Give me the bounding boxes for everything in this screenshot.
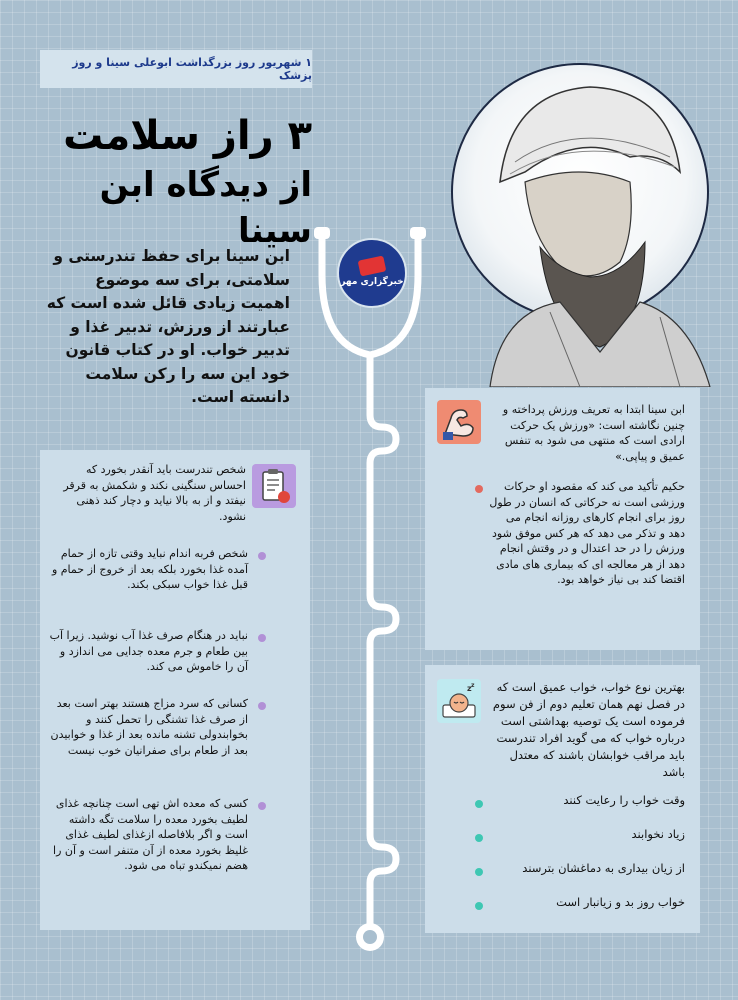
bullet-dot — [258, 702, 266, 710]
bullet-dot — [475, 902, 483, 910]
sleep-item-4: خواب روز بد و زیانبار است — [556, 895, 685, 909]
date-tag-text: ۱ شهریور روز بزرگداشت ابوعلی سینا و روز پزشک — [72, 56, 312, 82]
sleep-panel — [425, 665, 700, 933]
title-line-2: از دیدگاه ابن سینا — [99, 165, 312, 251]
title-line-1: ۳ راز سلامت — [63, 113, 312, 159]
avicenna-portrait-image — [430, 62, 715, 387]
mehr-news-logo — [337, 238, 407, 308]
logo-mark-icon — [358, 255, 387, 276]
clipboard-apple-icon — [252, 464, 296, 508]
food-paragraph-1: شخص تندرست باید آنقدر بخورد که احساس سنگینی نکند و شکمش به قرقر نیفتد و از به بالا نیاید و دچار کند ذهنی نشود. — [63, 463, 246, 523]
bullet-dot — [475, 800, 483, 808]
food-panel — [40, 450, 310, 930]
stethoscope-icon — [300, 215, 430, 955]
svg-text:z: z — [467, 684, 472, 693]
sleep-item-3: از زیان بیداری به دماغشان بترسند — [522, 861, 685, 875]
sleeping-face-icon — [437, 679, 481, 723]
bullet-dot — [258, 634, 266, 642]
bullet-dot — [475, 485, 483, 493]
flexed-arm-icon — [437, 400, 481, 444]
food-paragraph-4: کسانی که سرد مزاج هستند بهتر است بعد از صرف غذا تشنگی را تحمل کنند و بخوابندولی تشنه مانده بعد از غذا و خوابیدن بعد از طعام برای صفرانیان خوب نیست — [50, 697, 248, 757]
exercise-panel — [425, 388, 700, 650]
bullet-dot — [258, 802, 266, 810]
logo-text: خبرگزاری مهر — [340, 277, 404, 287]
sleep-item-1: وقت خواب را رعایت کنند — [563, 793, 685, 807]
exercise-paragraph-1: ابن سینا ابتدا به تعریف ورزش پرداخته و چنین نگاشته است: «ورزش یک حرکت ارادی است که منتهی می شود به تنفس عمیق و پیاپی.» — [502, 403, 685, 463]
sleep-intro: بهترین نوع خواب، خواب عمیق است که در فصل نهم همان تعلیم دوم از فن سوم فرموده است یک توصیه بهداشتی است درباره خواب که می گوید افراد تندرست باید مراقب خوابشان باشند که معتدل باشد — [492, 680, 685, 779]
intro-text: ابن سینا برای حفظ تندرستی و سلامتی، برای سه موضوع اهمیت زیادی قائل شده است که عبارتند از ورزش، تدبیر غذا و تدبیر خواب. او در کتاب قانون خود این سه را رکن سلامت دانسته است. — [46, 247, 290, 406]
food-paragraph-3: نباید در هنگام صرف غذا آب نوشید. زیرا آب بین طعام و جرم معده جدایی می اندازد و آن را خاموش می کند. — [49, 629, 248, 673]
date-tag — [40, 50, 312, 88]
svg-text:z: z — [471, 682, 475, 689]
food-paragraph-2: شخص فربه اندام نباید وقتی تازه از حمام آمده غذا بخورد بلکه بعد از خروج از حمام و قبل غذا خواب سبکی بکند. — [51, 547, 248, 591]
bullet-dot — [258, 552, 266, 560]
bullet-dot — [475, 834, 483, 842]
bullet-dot — [475, 868, 483, 876]
sleep-item-2: زیاد نخوابند — [631, 827, 685, 841]
food-paragraph-5: کسی که معده اش تهی است چنانچه غذای لطیف بخورد معده را سلامت تگه داشته است و اگر بلافاصله ازغذای لطیف غذای غلیظ بخورد معده از آن متنفر است و آن را هضم نمیکندو تباه می شود. — [53, 797, 248, 872]
page-title — [40, 110, 312, 254]
exercise-paragraph-2: حکیم تأکید می کند که مقصود او حرکات ورزشی است نه حرکاتی که انسان در طول روز برای انجام کارهای روزانه انجام می دهد و تذکر می دهد که هر کس موفق شود ورزش را در حد اعتدال و در وقتش انجام دهد از هر معالجه ای که بیماری های مادی اقتضا کند بی نیاز خواهد بود. — [489, 480, 685, 586]
